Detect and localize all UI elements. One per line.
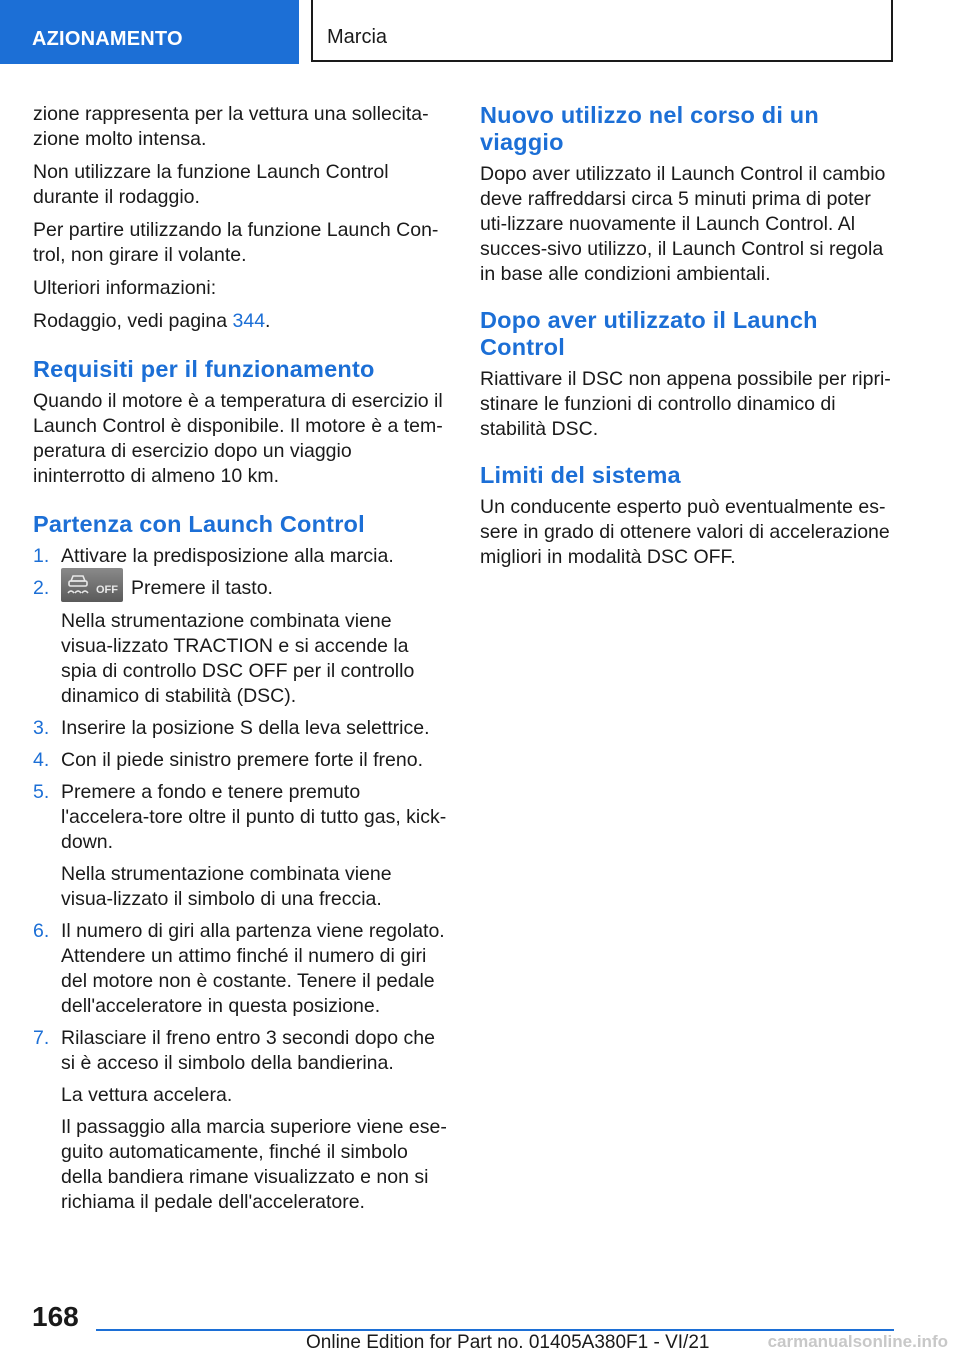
page-number: 168 bbox=[32, 1301, 79, 1332]
paragraph: Non utilizzare la funzione Launch Control durante il rodaggio. bbox=[33, 161, 389, 208]
paragraph: Per partire utilizzando la funzione Launch Con-trol, non girare il volante. bbox=[33, 219, 439, 266]
paragraph: Dopo aver utilizzato il Launch Control il cambio deve raffreddarsi circa 5 minuti prima di poter uti-lizzare nuovamente il Launch Control. Al succes-sivo utilizzo, il Launch Control si regola in base alle condizioni ambientali. bbox=[480, 163, 886, 285]
watermark: carmanualsonline.info bbox=[767, 1332, 948, 1351]
paragraph: zione rappresenta per la vettura una sollecita-zione molto intensa. bbox=[33, 103, 429, 150]
section-title: AZIONAMENTO bbox=[32, 28, 183, 50]
edition-note: Online Edition for Part no. 01405A380F1 - VI/21 bbox=[306, 1332, 710, 1353]
step-number: 5. bbox=[33, 781, 50, 803]
section-heading: Partenza con Launch Control bbox=[33, 511, 365, 537]
section-heading: Limiti del sistema bbox=[480, 462, 681, 488]
section-heading: Dopo aver utilizzato il Launch Control bbox=[480, 307, 818, 360]
list-item: 6. Il numero di giri alla partenza viene regolato. Attendere un attimo finché il numero di giri del motore non è costante. Tenere il pedale dell'acceleratore in questa posizione. bbox=[33, 920, 445, 1017]
list-item: 4. Con il piede sinistro premere forte il freno. bbox=[33, 749, 423, 771]
left-column bbox=[33, 102, 449, 1222]
footer-divider bbox=[96, 1329, 894, 1331]
section-heading: Nuovo utilizzo nel corso di un viaggio bbox=[480, 102, 819, 155]
chapter-title: Marcia bbox=[327, 26, 388, 48]
paragraph: Riattivare il DSC non appena possibile per ripri-stinare le funzioni di controllo dinamico di stabilità DSC. bbox=[480, 368, 891, 440]
right-column bbox=[480, 102, 898, 578]
step-number: 4. bbox=[33, 749, 50, 771]
paragraph: Un conducente esperto può eventualmente es-sere in grado di ottenere valori di accelerazione migliori in modalità DSC OFF. bbox=[480, 496, 890, 568]
step-number: 6. bbox=[33, 920, 50, 942]
list-item: 7. Rilasciare il freno entro 3 secondi dopo che si è acceso il simbolo della bandierina. La vettura accelera. Il passaggio alla marcia superiore viene ese-guito automaticamente, finché il simbolo della bandiera rimane visualizzato e non si richiama il pedale dell'acceleratore. bbox=[33, 1027, 447, 1213]
step-list bbox=[33, 544, 449, 1215]
section-tab bbox=[0, 0, 299, 64]
list-item: 1. Attivare la predisposizione alla marcia. bbox=[33, 545, 394, 567]
list-item: 2. OFF Premere il tasto. Nella strumentazione combinata viene visua-lizzato TRACTION e si accende la spia di controllo DSC OFF per il controllo dinamico di stabilità (DSC). bbox=[33, 576, 449, 709]
step-number: 1. bbox=[33, 545, 50, 567]
step-number: 7. bbox=[33, 1027, 50, 1049]
section-heading: Requisiti per il funzionamento bbox=[33, 356, 375, 382]
step-number: 3. bbox=[33, 717, 50, 739]
cross-reference: Rodaggio, vedi pagina 344. bbox=[33, 310, 271, 332]
page-link[interactable]: 344 bbox=[232, 310, 266, 332]
dsc-off-button-image: OFF bbox=[61, 568, 123, 602]
list-item: 5. Premere a fondo e tenere premuto l'accelera-tore oltre il punto di tutto gas, kick-down. Nella strumentazione combinata viene visua-lizzato il simbolo di una freccia. bbox=[33, 781, 447, 910]
paragraph: Ulteriori informazioni: bbox=[33, 277, 217, 299]
chapter-header bbox=[311, 0, 893, 62]
paragraph: Quando il motore è a temperatura di esercizio il Launch Control è disponibile. Il motore è a tem-peratura di esercizio dopo un viaggio ininterrotto di almeno 10 km. bbox=[33, 390, 443, 487]
list-item: 3. Inserire la posizione S della leva selettrice. bbox=[33, 717, 430, 739]
dsc-off-icon bbox=[65, 573, 91, 597]
step-number: 2. bbox=[33, 577, 50, 599]
